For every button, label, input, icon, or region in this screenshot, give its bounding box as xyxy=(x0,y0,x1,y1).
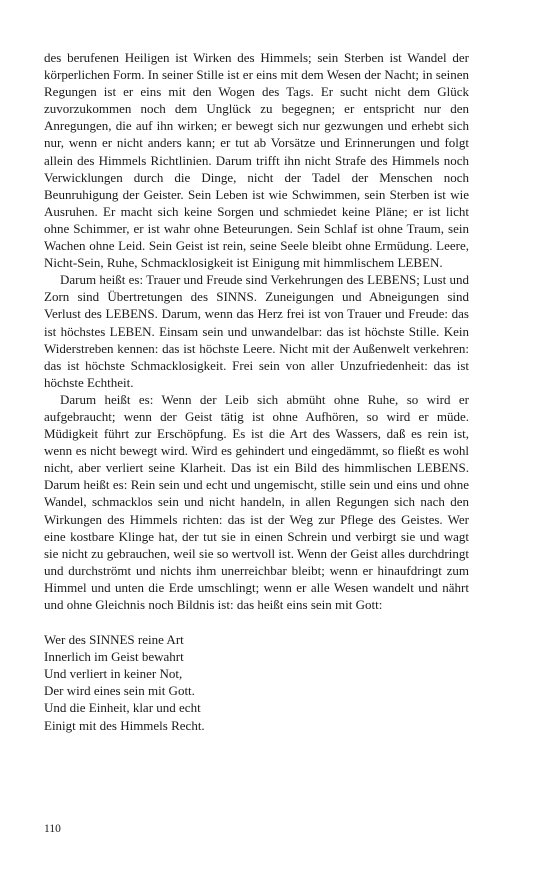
verse-block xyxy=(44,631,469,734)
verse-line-2: Innerlich im Geist bewahrt xyxy=(44,649,184,665)
paragraph-1: des berufenen Heiligen ist Wirken des Himmels; sein Sterben ist Wandel der körperlichen Form. In seiner Stille ist er eins mit dem Wesen der Nacht; in seinen Regungen ist er eins mit den Wogen des Tags. Er sucht nicht dem Glück zuvorzukommen noch dem Unglück zu begegnen; er entspricht nur den Anregungen, die auf ihn wirken; er bewegt sich nur gezwungen und erhebt sich nur, wenn er nicht anders kann; er tut ab Vorsätze und Erinnerungen und folgt allein des Himmels Richtlinien. Darum trifft ihn nicht Strafe des Himmels noch Verwicklungen durch die Dinge, nicht der Tadel der Menschen noch Beunruhigung der Geister. Sein Leben ist wie Schwimmen, sein Sterben ist wie Ausruhen. Er macht sich keine Sorgen und schmiedet keine Pläne; er ist licht ohne Schimmer, er ist wahr ohne Beteurungen. Sein Schlaf ist ohne Traum, sein Wachen ohne Leid. Sein Geist ist rein, seine Seele bleibt ohne Ermüdung. Leere, Nicht-Sein, Ruhe, Schmacklosigkeit ist Einigung mit himmlischem LEBEN. xyxy=(44,50,469,271)
verse-line-6: Einigt mit des Himmels Recht. xyxy=(44,717,205,733)
paragraph-2: Darum heißt es: Trauer und Freude sind Verkehrungen des LEBENS; Lust und Zorn sind Übertretungen des SINNS. Zuneigungen und Abneigungen sind Verlust des LEBENS. Darum, wenn das Herz frei ist von Trauer und Freude: das ist höchstes LEBEN. Einsam sein und unwandelbar: das ist höchste Stille. Kein Widerstreben kennen: das ist höchste Leere. Nicht mit der Außenwelt verkehren: das ist höchste Schmacklosigkeit. Frei sein von aller Unzufriedenheit: das ist höchste Echtheit. xyxy=(44,272,469,390)
verse-line-5: Und die Einheit, klar und echt xyxy=(44,700,201,716)
verse-line-1: Wer des SINNES reine Art xyxy=(44,632,184,648)
verse-line-4: Der wird eines sein mit Gott. xyxy=(44,683,195,699)
page-number: 110 xyxy=(44,823,61,835)
paragraph-3: Darum heißt es: Wenn der Leib sich abmüht ohne Ruhe, so wird er aufgebraucht; wenn der Geist tätig ist ohne Aufhören, so wird er müde. Müdigkeit führt zur Erschöpfung. Es ist die Art des Wassers, daß es rein ist, wenn es nicht bewegt wird. Wird es gehindert und eingedämmt, so fließt es wohl nicht, aber verliert seine Klarheit. Das ist ein Bild des himmlischen LEBENS. Darum heißt es: Rein sein und echt und ungemischt, stille sein und eins und ohne Wandel, schmacklos sein und nicht handeln, in allen Regungen sich nach den Wirkungen des Himmels richten: das ist der Weg zur Pflege des Geistes. Wer eine kostbare Klinge hat, der tut sie in einen Schrein und verbirgt sie und wagt sie nicht zu gebrauchen, weil sie so wertvoll ist. Wenn der Geist alles durchdringt und durchströmt und nichts ihm unerreichbar bleibt; wenn er hinaufdringt zum Himmel und unten die Erde umschlingt; wenn er alle Wesen wandelt und nährt und ohne Gleichnis noch Bildnis ist: das heißt eins sein mit Gott: xyxy=(44,391,469,612)
page-body xyxy=(44,49,469,734)
verse-line-3: Und verliert in keiner Not, xyxy=(44,666,183,682)
